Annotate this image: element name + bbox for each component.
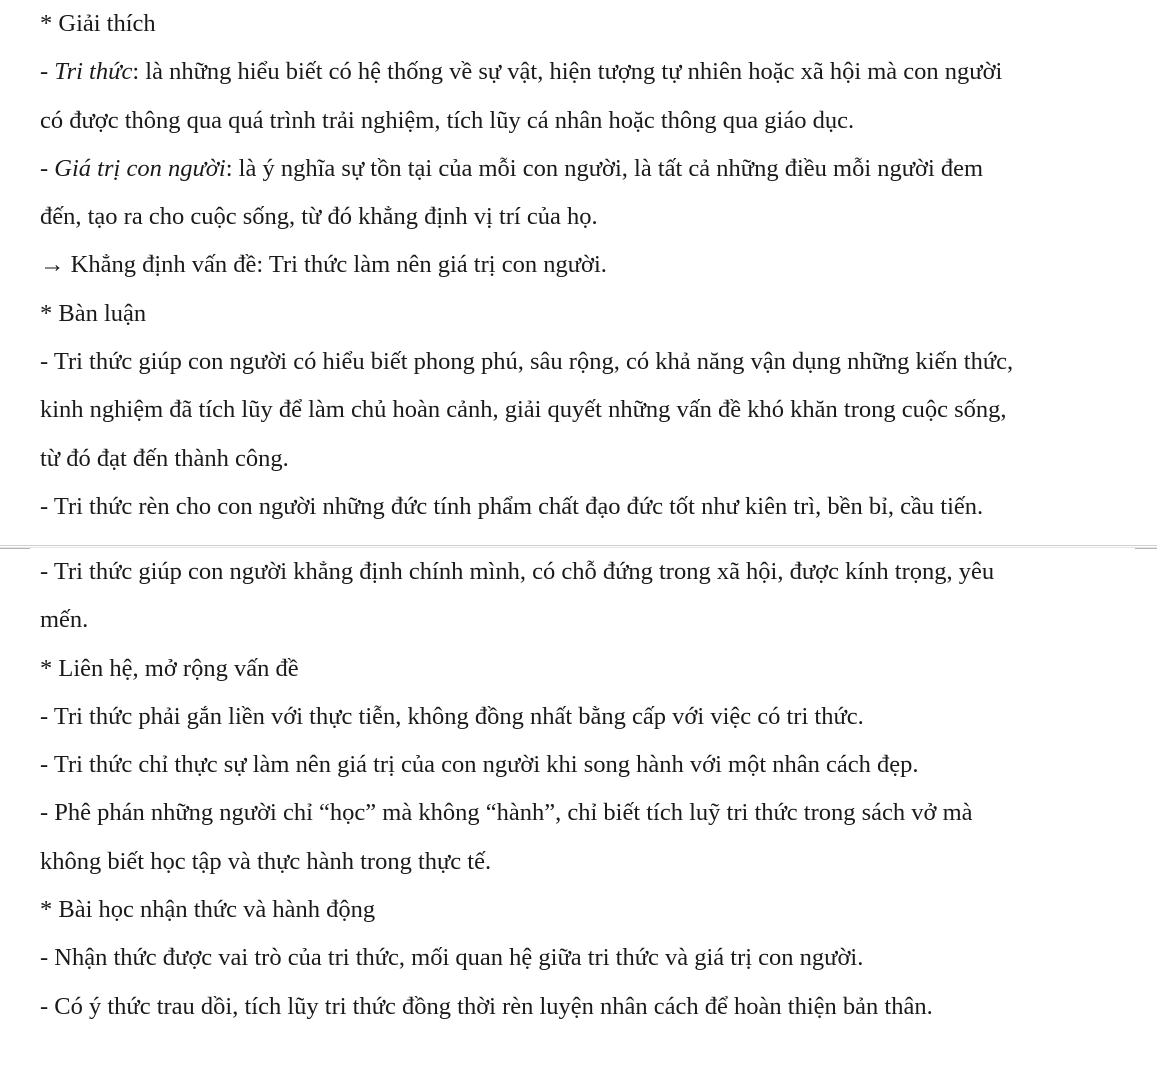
conclusion-line: → Khẳng định vấn đề: Tri thức làm nên giá trị con người. — [40, 251, 607, 279]
ban-luan-point-1: - Tri thức giúp con người có hiểu biết phong phú, sâu rộng, có khả năng vận dụng những kiến thức, — [40, 348, 1014, 376]
paragraph-tri-thuc-definition-cont: có được thông qua quá trình trải nghiệm, tích lũy cá nhân hoặc thông qua giáo dục. — [40, 106, 855, 134]
lien-he-point-3-cont: không biết học tập và thực hành trong thực tế. — [40, 847, 492, 875]
tri-thuc-definition-text: : là những hiểu biết có hệ thống về sự vật, hiện tượng tự nhiên hoặc xã hội mà con người — [132, 58, 1003, 86]
heading-ban-luan: * Bàn luận — [40, 299, 147, 327]
ban-luan-point-1-cont: kinh nghiệm đã tích lũy để làm chủ hoàn cảnh, giải quyết những vấn đề khó khăn trong cuộc sống, — [40, 396, 1007, 424]
term-tri-thuc: Tri thức — [54, 58, 133, 86]
lien-he-point-3: - Phê phán những người chỉ “học” mà không “hành”, chỉ biết tích luỹ tri thức trong sách vở mà — [40, 799, 973, 827]
gia-tri-definition-text: : là ý nghĩa sự tồn tại của mỗi con người, là tất cả những điều mỗi người đem — [225, 154, 984, 182]
ban-luan-point-2: - Tri thức rèn cho con người những đức tính phẩm chất đạo đức tốt như kiên trì, bền bỉ, cầu tiến. — [40, 492, 984, 520]
paragraph-tri-thuc-definition: - Tri thức: là những hiểu biết có hệ thống về sự vật, hiện tượng tự nhiên hoặc xã hội mà con người — [40, 58, 1003, 86]
term-gia-tri-con-nguoi: Giá trị con người — [54, 154, 226, 182]
bai-hoc-point-2: - Có ý thức trau dồi, tích lũy tri thức đồng thời rèn luyện nhân cách để hoàn thiện bản thân. — [40, 992, 933, 1020]
bai-hoc-point-1: - Nhận thức được vai trò của tri thức, mối quan hệ giữa tri thức và giá trị con người. — [40, 944, 864, 972]
lien-he-point-2: - Tri thức chỉ thực sự làm nên giá trị của con người khi song hành với một nhân cách đẹp. — [40, 751, 919, 779]
ban-luan-point-1-cont-2: từ đó đạt đến thành công. — [40, 444, 289, 472]
heading-giai-thich: * Giải thích — [40, 10, 156, 37]
ban-luan-point-3-cont: mến. — [40, 606, 89, 634]
heading-bai-hoc: * Bài học nhận thức và hành động — [40, 896, 376, 924]
document-page-1 — [40, 0, 1133, 531]
ban-luan-point-3: - Tri thức giúp con người khẳng định chính mình, có chỗ đứng trong xã hội, được kính trọng, yêu — [40, 558, 995, 585]
paragraph-gia-tri-definition-cont: đến, tạo ra cho cuộc sống, từ đó khẳng định vị trí của họ. — [40, 203, 598, 231]
document-page-2 — [40, 548, 1133, 1031]
paragraph-gia-tri-definition: - Giá trị con người: là ý nghĩa sự tồn tại của mỗi con người, là tất cả những điều mỗi người đem — [40, 154, 984, 182]
lien-he-point-1: - Tri thức phải gắn liền với thực tiễn, không đồng nhất bằng cấp với việc có tri thức. — [40, 702, 864, 730]
page-break-rule — [0, 545, 1157, 546]
heading-lien-he: * Liên hệ, mở rộng vấn đề — [40, 654, 299, 682]
